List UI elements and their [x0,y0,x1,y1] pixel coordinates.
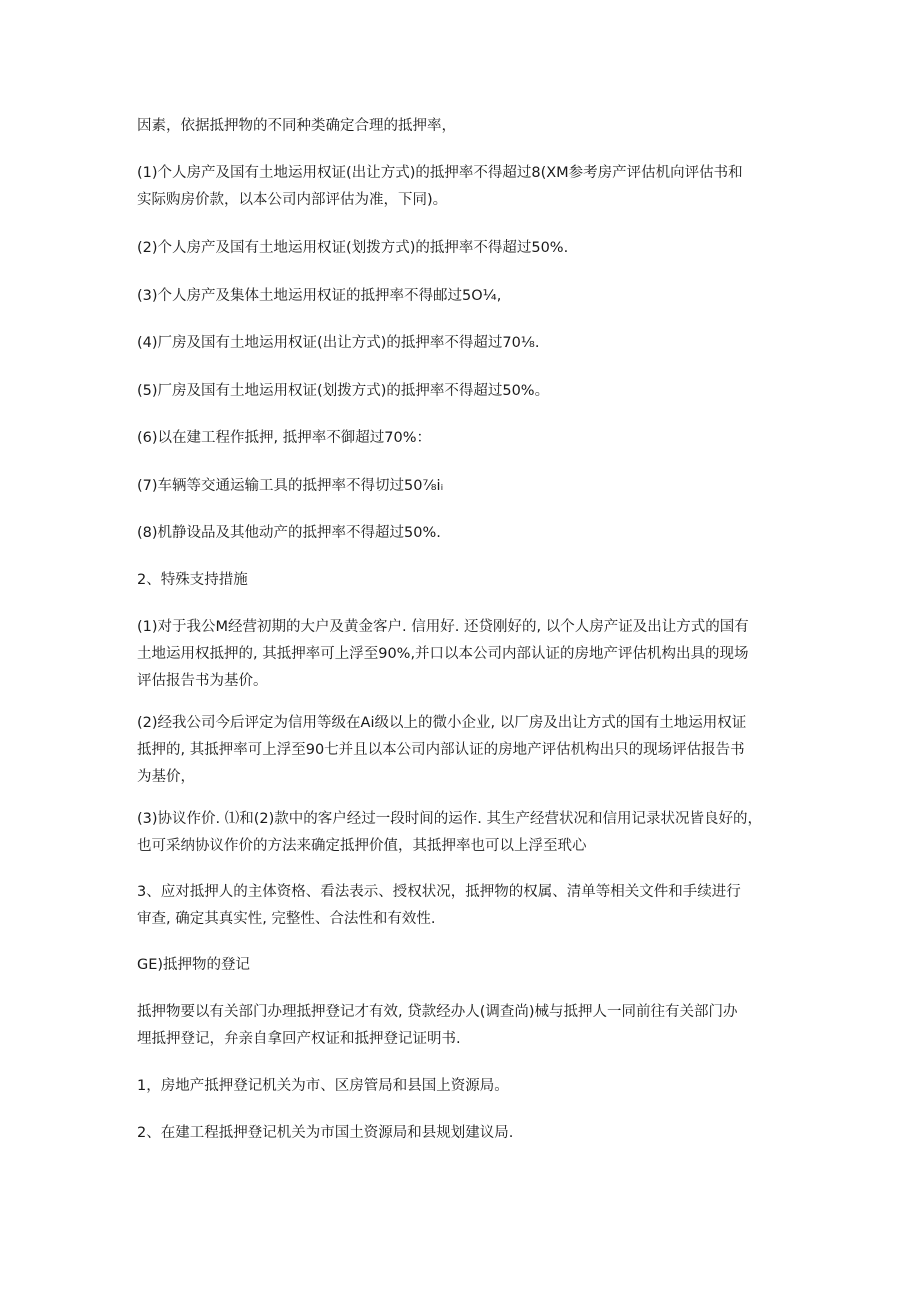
paragraph-item-1: (1)个人房产及国有土地运用权证(出让方式)的抵押率不得超过8(XM参考房产评估机向评估书和 实际购房价款，以本公司内部评估为准，下同)。 [137,165,743,208]
section-heading-registration: GE)抵押物的登记 [137,957,251,973]
paragraph-item-2: (2)个人房产及国有土地运用权证(划拨方式)的抵押率不得超过50%. [137,240,569,256]
paragraph-intro: 因素，依据抵押物的不同种类确定合理的抵押率， [137,118,456,134]
paragraph-registration: 抵押物要以有关部门办理抵押登记才有效, 贷款经办人(调查尚)械与抵押人一同前往有关部门办 埋抵押登记，弁亲自拿回产权证和抵押登记证明书. [137,1004,738,1047]
paragraph-special-1: (1)对于我公M经营初期的大户及黄金客户. 信用好. 还贷刚好的, 以个人房产证及出让方式的国有 土地运用权抵押的, 其抵押率可上浮至90%,并口以本公司内部认证的房地产评估机构出具的现场 评估报告书为基价。 [137,619,749,689]
paragraph-item-8: (8)机静设品及其他动产的抵押率不得超过50%. [137,525,441,541]
paragraph-registration-2: 2、在建工程抵押登记机关为市国土资源局和县规划建议局. [137,1125,514,1141]
paragraph-special-3: (3)协议作价. ⑴和(2)款中的客户经过一段时间的运作. 其生产经营状况和信用记录状况皆良好的， 也可采纳协议作价的方法来确定抵押价值，其抵押率也可以上浮至玳心 [137,811,763,854]
paragraph-item-7: (7)车辆等交通运输工具的抵押率不得切过50⅞iᵢ [137,478,444,494]
paragraph-special-2: (2)经我公司今后评定为信用等级在Ai级以上的微小企业, 以厂房及出让方式的国有土地运用权证 抵押的, 其抵押率可上浮至90七并且以本公司内部认证的房地产评估机构出只的现场评估报告书 为基价， [137,715,747,785]
paragraph-registration-1: 1，房地产抵押登记机关为市、区房管局和县国上资源局。 [137,1078,509,1094]
paragraph-item-4: (4)厂房及国有土地运用权证(出让方式)的抵押率不得超过70⅛. [137,335,540,351]
paragraph-item-5: (5)厂房及国有土地运用权证(划拨方式)的抵押率不得超过50%。 [137,383,550,399]
paragraph-review: 3、应对抵押人的主体资格、看法表示、授权状况，抵押物的权属、清单等相关文件和手续进行 审查, 确定其真实性, 完整性、合法性和有效性. [137,884,741,927]
paragraph-item-6: (6)以在建工程作抵押, 抵押率不御超过70%： [137,430,431,446]
section-heading-special-support: 2、特殊支持措施 [137,572,248,588]
paragraph-item-3: (3)个人房产及集体土地运用权证的抵押率不得邮过5O¼, [137,288,502,304]
